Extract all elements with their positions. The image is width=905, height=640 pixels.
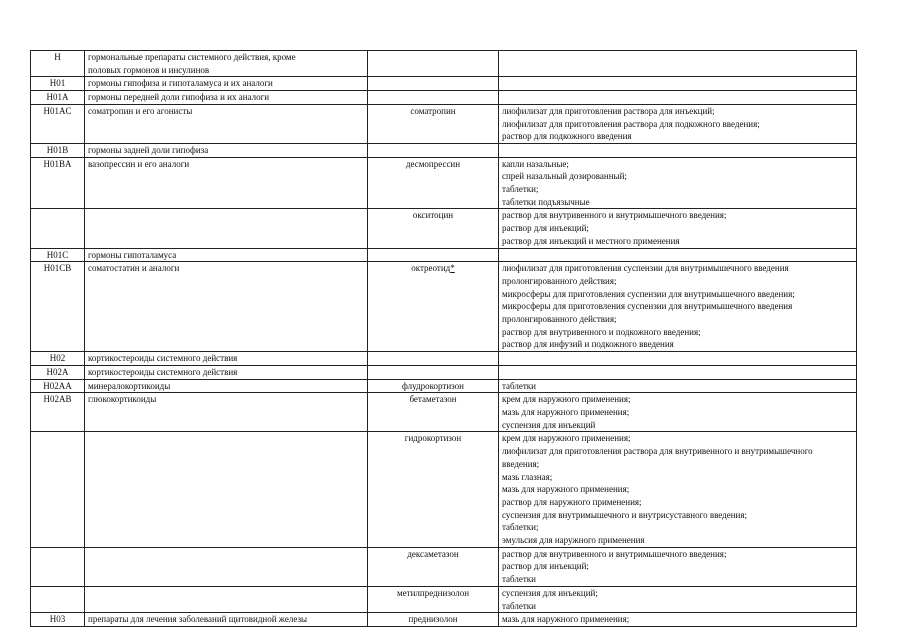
text-line: раствор для инфузий и подкожного введения [502, 339, 674, 350]
text-line: пролонгированного действия; [502, 275, 617, 286]
table-row [31, 379, 857, 393]
atc-code-cell [31, 586, 85, 612]
drug-name-cell [368, 379, 499, 393]
text-line: гормоны гипофиза и гипоталамуса и их аналоги [88, 78, 273, 89]
text-line: соматропин и его агонисты [88, 105, 193, 116]
table-row [31, 77, 857, 91]
drug-name-cell [368, 91, 499, 105]
group-name-cell [85, 547, 368, 586]
table-row [31, 143, 857, 157]
drug-name-cell [368, 586, 499, 612]
table-body [31, 51, 857, 627]
text-line: лиофилизат для приготовления раствора для инъекций; [502, 105, 715, 116]
atc-code-cell: H02AB [31, 393, 85, 432]
drug-name-cell [368, 209, 499, 248]
group-name-cell [85, 586, 368, 612]
group-name-cell [85, 379, 368, 393]
drug-name-cell [368, 262, 499, 352]
drug-name-cell [368, 547, 499, 586]
drug-name: бетаметазон [409, 394, 457, 405]
text-line: гормоны передней доли гипофиза и их аналоги [88, 92, 270, 103]
drug-name-cell [368, 157, 499, 209]
text-line: гормональные препараты системного действия, кроме [88, 52, 296, 62]
table-row [31, 104, 857, 143]
drug-name: десмопрессин [405, 158, 461, 169]
text-line: половых гормонов и инсулинов [88, 64, 210, 75]
text-line: крем для наружного применения; [502, 394, 631, 405]
text-line: суспензия для инъекций [502, 419, 596, 430]
dosage-forms-cell [499, 613, 857, 627]
group-name-cell [85, 393, 368, 432]
dosage-forms-cell [499, 547, 857, 586]
text-line: гормоны задней доли гипофиза [88, 144, 209, 155]
table-row [31, 157, 857, 209]
drug-name: дексаметазон [407, 548, 459, 559]
text-line: раствор для инъекций; [502, 561, 589, 572]
drug-name: преднизолон [408, 614, 458, 625]
drug-name-cell [368, 352, 499, 366]
drug-name: гидрокортизон [404, 433, 462, 444]
drug-name-cell [368, 432, 499, 547]
text-line: лиофилизат для приготовления раствора для внутривенного и внутримышечного [502, 446, 813, 457]
atc-code-cell: H01CB [31, 262, 85, 352]
atc-code-cell: H01 [31, 77, 85, 91]
group-name-cell [85, 104, 368, 143]
atc-code-cell: H01C [31, 248, 85, 262]
text-line: вазопрессин и его аналоги [88, 158, 190, 169]
table-row [31, 91, 857, 105]
dosage-forms-cell [499, 104, 857, 143]
atc-code-cell: H02AA [31, 379, 85, 393]
group-name-cell [85, 157, 368, 209]
dosage-forms-cell [499, 91, 857, 105]
table-row [31, 547, 857, 586]
dosage-forms-cell [499, 248, 857, 262]
dosage-forms-cell [499, 51, 857, 77]
text-line: раствор для инъекций; [502, 223, 589, 234]
text-line: глюкокортикоиды [88, 394, 157, 405]
dosage-forms-cell [499, 209, 857, 248]
drug-name: метилпреднизолон [396, 587, 470, 598]
table-row [31, 613, 857, 627]
atc-code-cell: H [31, 51, 85, 77]
text-line: спрей назальный дозированный; [502, 171, 627, 182]
text-line: раствор для инъекций и местного применения [502, 235, 680, 246]
text-line: препараты для лечения заболеваний щитовидной железы [88, 614, 308, 625]
text-line: мазь для наружного применения; [502, 484, 630, 495]
table-row [31, 432, 857, 547]
table-row [31, 248, 857, 262]
text-line: микросферы для приготовления суспензии для внутримышечного введения; [502, 288, 795, 299]
text-line: суспензия для инъекций; [502, 587, 598, 598]
text-line: капли назальные; [502, 158, 569, 169]
text-line: гормоны гипоталамуса [88, 249, 177, 260]
group-name-cell [85, 51, 368, 77]
text-line: раствор для внутривенного и внутримышечного введения; [502, 210, 727, 221]
atc-code-cell [31, 547, 85, 586]
group-name-cell [85, 613, 368, 627]
drug-name-cell [368, 77, 499, 91]
drug-name-cell [368, 393, 499, 432]
dosage-forms-cell [499, 143, 857, 157]
text-line: лиофилизат для приготовления раствора для подкожного введения; [502, 118, 760, 129]
table-row [31, 586, 857, 612]
text-line: раствор для внутривенного и подкожного введения; [502, 326, 701, 337]
dosage-forms-cell [499, 379, 857, 393]
drug-name-cell [368, 143, 499, 157]
atc-code-cell: H01BA [31, 157, 85, 209]
text-line: таблетки [502, 380, 537, 391]
dosage-forms-cell [499, 262, 857, 352]
drug-classification-table [30, 50, 857, 627]
text-line: суспензия для внутримышечного и внутрисуставного введения; [502, 509, 747, 520]
atc-code-cell: H01A [31, 91, 85, 105]
dosage-forms-cell [499, 432, 857, 547]
dosage-forms-cell [499, 352, 857, 366]
text-line: раствор для подкожного введения [502, 131, 632, 142]
atc-code-cell [31, 432, 85, 547]
footnote-marker[interactable]: * [450, 263, 455, 274]
text-line: эмульсия для наружного применения [502, 535, 645, 546]
text-line: таблетки [502, 574, 537, 585]
group-name-cell [85, 91, 368, 105]
group-name-cell [85, 432, 368, 547]
table-row [31, 393, 857, 432]
dosage-forms-cell [499, 365, 857, 379]
drug-name-cell [368, 248, 499, 262]
text-line: крем для наружного применения; [502, 433, 631, 444]
table-row [31, 352, 857, 366]
text-line: таблетки подъязычные [502, 196, 590, 207]
text-line: кортикостероиды системного действия [88, 353, 238, 364]
table-row [31, 365, 857, 379]
dosage-forms-cell [499, 586, 857, 612]
text-line: раствор для внутривенного и внутримышечного введения; [502, 548, 727, 559]
atc-code-cell: H03 [31, 613, 85, 627]
atc-code-cell: H01AC [31, 104, 85, 143]
table-row [31, 262, 857, 352]
text-line: мазь для наружного применения; [502, 614, 630, 625]
text-line: соматостатин и аналоги [88, 263, 180, 274]
table-row [31, 51, 857, 77]
text-line: введения; [502, 458, 540, 469]
text-line: таблетки; [502, 522, 539, 533]
group-name-cell [85, 209, 368, 248]
text-line: кортикостероиды системного действия [88, 366, 238, 377]
group-name-cell [85, 352, 368, 366]
text-line: лиофилизат для приготовления суспензии для внутримышечного введения [502, 263, 789, 274]
drug-name-cell [368, 51, 499, 77]
dosage-forms-cell [499, 393, 857, 432]
dosage-forms-cell [499, 157, 857, 209]
text-line: мазь для наружного применения; [502, 406, 630, 417]
drug-name-cell [368, 104, 499, 143]
group-name-cell [85, 143, 368, 157]
text-line: микросферы для приготовления суспензии для внутримышечного введения [502, 301, 793, 312]
text-line: минералокортикоиды [88, 380, 171, 391]
text-line: пролонгированного действия; [502, 314, 617, 325]
table-row [31, 209, 857, 248]
atc-code-cell: H01B [31, 143, 85, 157]
drug-name: флудрокортизон [402, 380, 464, 391]
drug-name: октреотид [411, 263, 451, 274]
atc-code-cell: H02 [31, 352, 85, 366]
group-name-cell [85, 77, 368, 91]
drug-name: окситоцин [412, 210, 454, 221]
text-line: таблетки; [502, 184, 539, 195]
text-line: мазь глазная; [502, 471, 553, 482]
group-name-cell [85, 248, 368, 262]
dosage-forms-cell [499, 77, 857, 91]
atc-code-cell [31, 209, 85, 248]
drug-name-cell [368, 613, 499, 627]
text-line: раствор для наружного применения; [502, 496, 642, 507]
group-name-cell [85, 262, 368, 352]
drug-name: соматропин [410, 105, 456, 116]
text-line: таблетки [502, 600, 537, 611]
atc-code-cell: H02A [31, 365, 85, 379]
group-name-cell [85, 365, 368, 379]
drug-name-cell [368, 365, 499, 379]
